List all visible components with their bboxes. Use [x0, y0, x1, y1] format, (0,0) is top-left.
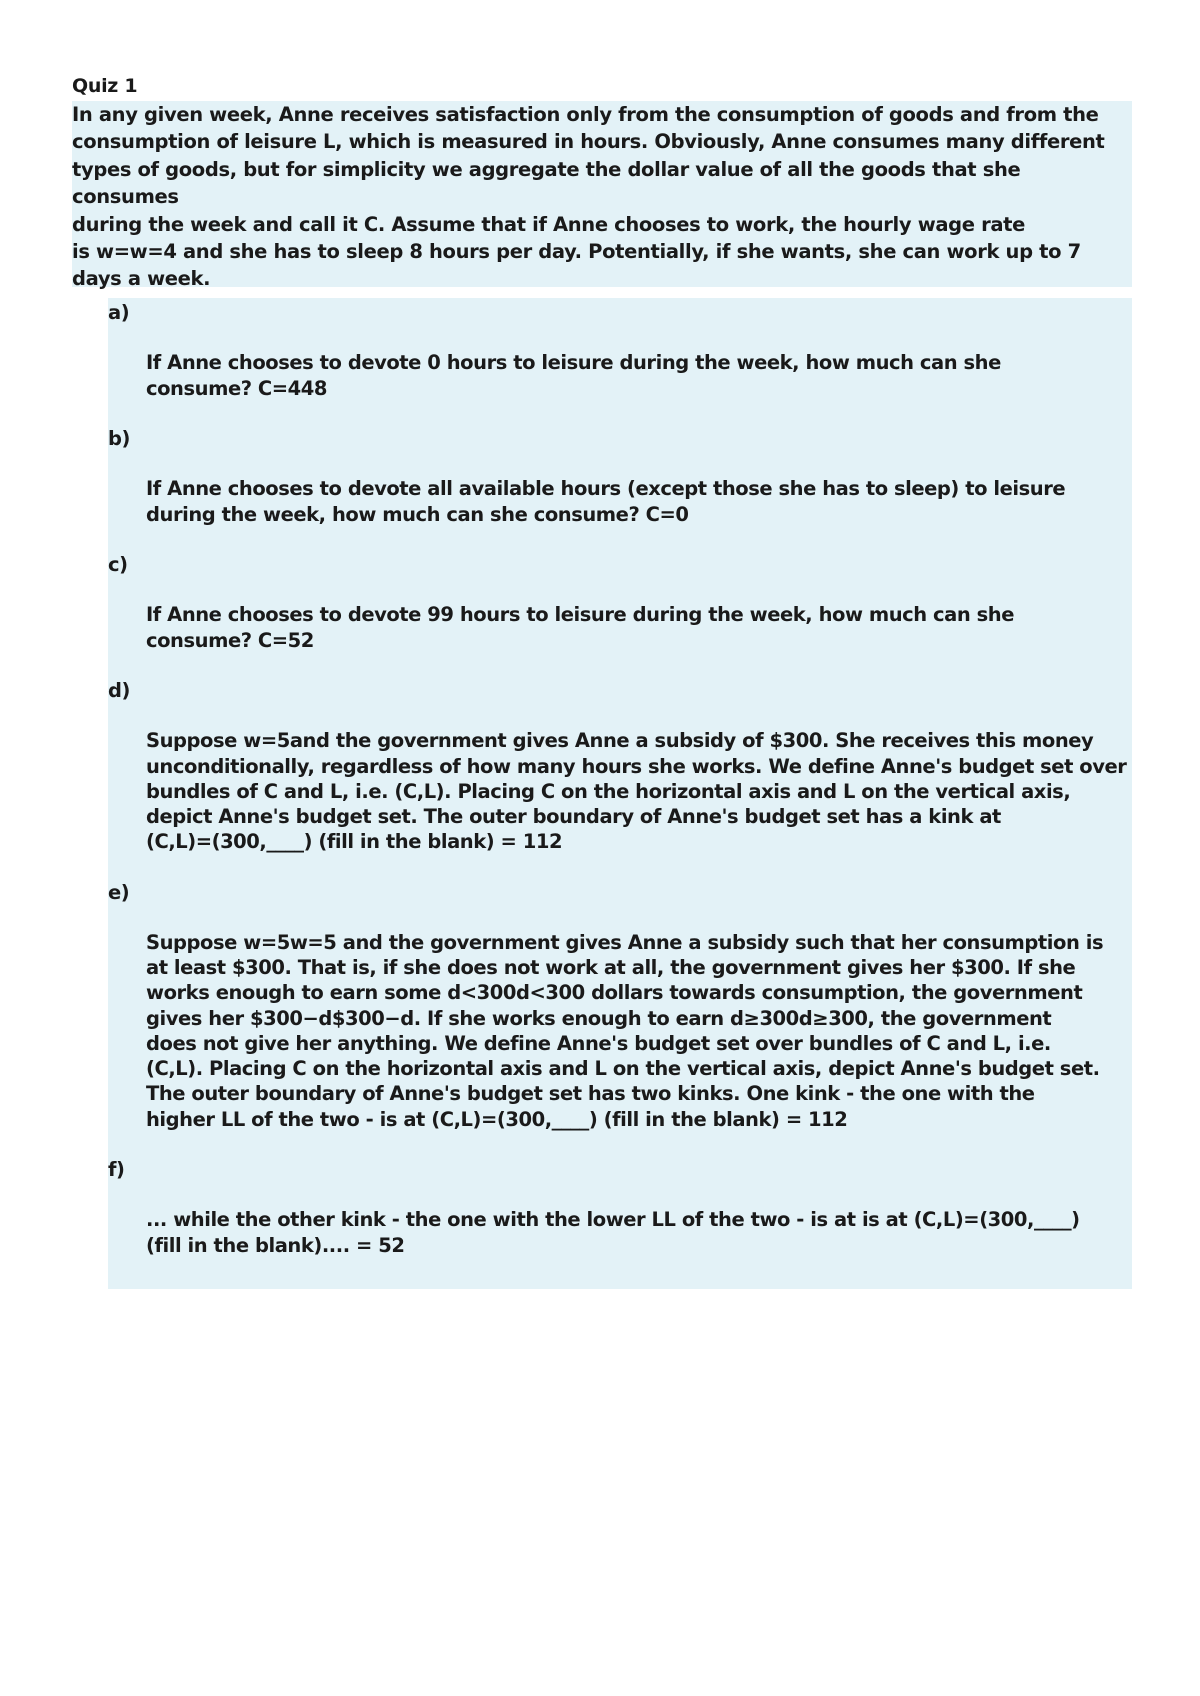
question-text: ... while the other kink - the one with the lower LL of the two - is at is at (C,L)=(300,____) (fill in the blank).... = 52 — [146, 1208, 1080, 1257]
quiz-title: Quiz 1 — [72, 75, 138, 97]
intro-paragraph: In any given week, Anne receives satisfaction only from the consumption of goods and from the consumption of leisure L, which is measured in hours. Obviously, Anne consumes many different types of goods, but for simplicity we aggregate the dollar value of all the goods that she consumes during the week and call it C. Assume that if Anne chooses to work, the hourly wage rate is w=w=4 and she has to sleep 8 hours per day. Potentially, if she wants, she can work up to 7 days a week. — [72, 103, 1105, 291]
question-d — [108, 678, 1132, 880]
question-label: b) — [108, 427, 130, 451]
question-label: e) — [108, 880, 130, 904]
question-c — [108, 552, 1132, 678]
question-b — [108, 426, 1132, 552]
question-label: c) — [108, 553, 128, 577]
question-text: If Anne chooses to devote all available hours (except those she has to sleep) to leisure during the week, how much can she consume? C=0 — [146, 477, 1066, 526]
intro-block — [72, 101, 1132, 291]
question-text: If Anne chooses to devote 0 hours to leisure during the week, how much can she consume? C=448 — [146, 351, 1001, 400]
question-list — [108, 298, 1132, 1289]
question-label: a) — [108, 301, 130, 324]
question-label: f) — [108, 1157, 125, 1181]
question-f — [108, 1157, 1132, 1283]
question-label: d) — [108, 679, 130, 703]
question-text: If Anne chooses to devote 99 hours to leisure during the week, how much can she consume? C=52 — [146, 603, 1015, 652]
question-text: Suppose w=5w=5 and the government gives Anne a subsidy such that her consumption is at least $300. That is, if she does not work at all, the government gives her $300. If she works enough to earn some d<300d<300 dollars towards consumption, the government gives her $300−d$300−d. If she works enough to earn d≥300d≥300, the government does not give her anything. We define Anne's budget set over bundles of C and L, i.e. (C,L). Placing C on the horizontal axis and L on the vertical axis, depict Anne's budget set. The outer boundary of Anne's budget set has two kinks. One kink - the one with the higher LL of the two - is at (C,L)=(300,____) (fill in the blank) = 112 — [146, 931, 1104, 1131]
question-e — [108, 880, 1132, 1157]
question-a — [108, 300, 1132, 426]
question-text: Suppose w=5and the government gives Anne a subsidy of $300. She receives this money unconditionally, regardless of how many hours she works. We define Anne's budget set over bundles of C and L, i.e. (C,L). Placing C on the horizontal axis and L on the vertical axis, depict Anne's budget set. The outer boundary of Anne's budget set has a kink at (C,L)=(300,____) (fill in the blank) = 112 — [146, 729, 1127, 854]
